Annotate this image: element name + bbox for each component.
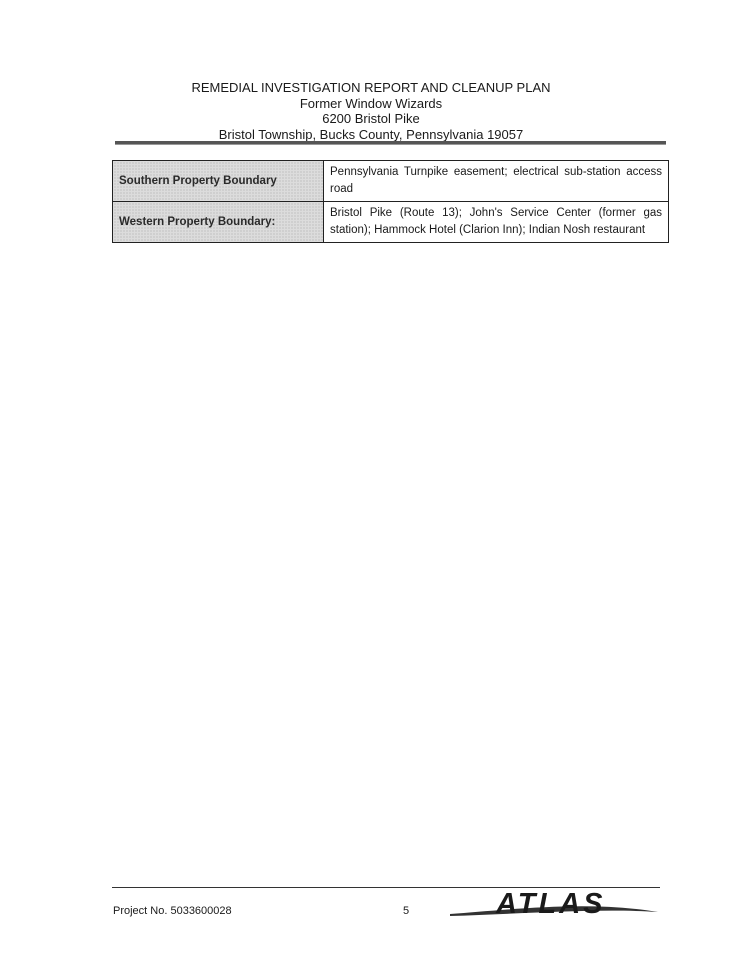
row-value: Bristol Pike (Route 13); John's Service Center (former gas station); Hammock Hotel (Clarion Inn); Indian Nosh restaurant [324,202,669,243]
page-number: 5 [403,905,410,917]
table-row [113,161,669,202]
site-location: Bristol Township, Bucks County, Pennsylvania 19057 [218,126,524,142]
row-label: Western Property Boundary: [113,202,324,243]
logo-text: ATLAS [496,888,606,920]
atlas-logo [448,888,660,920]
table-row [113,202,669,243]
row-label: Southern Property Boundary [113,161,324,202]
property-boundary-table [112,160,669,243]
header-divider [115,141,666,145]
site-address: 6200 Bristol Pike [322,111,420,126]
document-header [0,80,742,142]
project-number: Project No. 5033600028 [113,905,232,917]
row-value: Pennsylvania Turnpike easement; electrical sub-station access road [324,161,669,202]
report-title: REMEDIAL INVESTIGATION REPORT AND CLEANUP PLAN [191,80,551,95]
site-name: Former Window Wizards [299,95,443,111]
